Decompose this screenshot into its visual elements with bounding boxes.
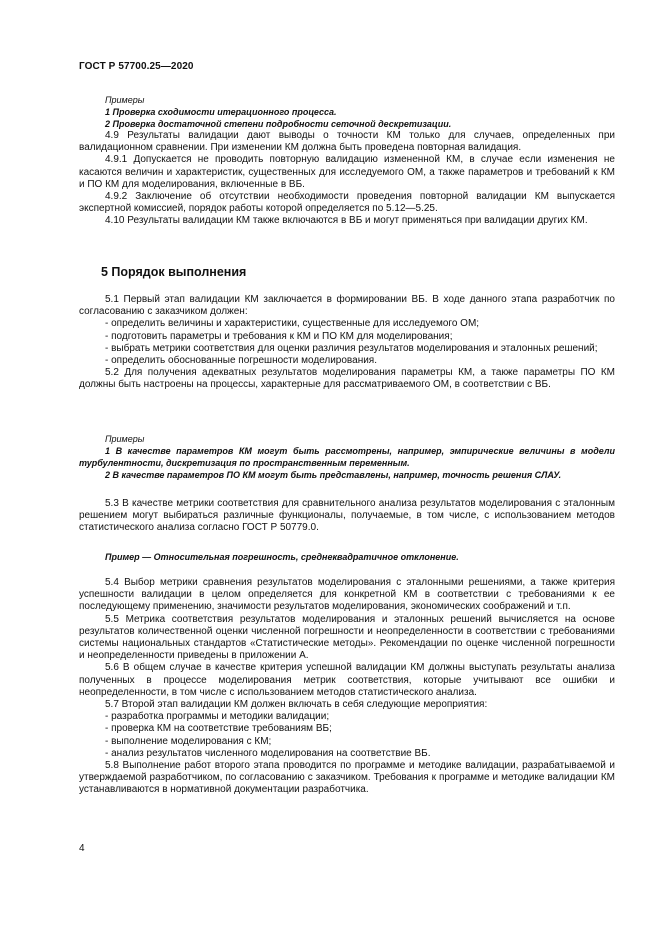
examples-title: Примеры	[105, 434, 145, 444]
example-item: 1 В качестве параметров КМ могут быть рассмотрены, например, эмпирические величины в модели турбулентности, дискретизация по пространственным переменным.	[79, 446, 615, 468]
paragraph-5-8: 5.8 Выполнение работ второго этапа проводится по программе и методике валидации, разрабатываемой и утверждаемой разработчиком, по согласованию с заказчиком. Требования к программе и методике валидации КМ устанавливаются в нормативной документации разработчика.	[79, 760, 615, 796]
list-item: - проверка КМ на соответствие требованиям ВБ;	[105, 723, 332, 735]
top-block	[79, 94, 615, 228]
paragraph-4-10: 4.10 Результаты валидации КМ также включаются в ВБ и могут применяться при валидации других КМ.	[105, 215, 588, 227]
list-item: - определить величины и характеристики, существенные для исследуемого ОМ;	[105, 318, 480, 330]
section5-block-a	[79, 294, 615, 392]
section-heading: 5 Порядок выполнения	[101, 265, 247, 279]
paragraph-5-6: 5.6 В общем случае в качестве критерия успешной валидации КМ должны выступать результаты анализа полученных в процессе моделирования метрик соответствия, которые учитывают все ошибки и неопределенности, в том числе с использованием методов статистического анализа.	[79, 662, 615, 698]
example-item: 1 Проверка сходимости итерационного процесса.	[105, 107, 337, 117]
paragraph-4-9-1: 4.9.1 Допускается не проводить повторную валидацию измененной КМ, в случае если изменения не касаются величин и характеристик, существенных для исследуемого ОМ, а также параметров и требований к КМ и ПО КМ для моделирования, включенные в ВБ.	[79, 154, 615, 190]
paragraph-5-4: 5.4 Выбор метрики сравнения результатов моделирования с эталонными решениями, а также критерия успешности валидации в целом определяется для конкретной КМ в соответствии с требованиями к ее последующему применению, значимости результатов моделирования, экономических соображений и т.п.	[79, 577, 615, 613]
example-item: Пример — Относительная погрешность, среднеквадратичное отклонение.	[105, 552, 459, 562]
example-item: 2 Проверка достаточной степени подробности сеточной дескретизации.	[105, 119, 452, 129]
paragraph-4-9: 4.9 Результаты валидации дают выводы о точности КМ только для случаев, определенных при валидационном сравнении. При изменении КМ должна быть проведена повторная валидация.	[79, 130, 615, 154]
list-item: - подготовить параметры и требования к КМ и ПО КМ для моделирования;	[105, 330, 453, 342]
list-item: - выполнение моделирования с КМ;	[105, 735, 272, 747]
example-item: 2 В качестве параметров ПО КМ могут быть представлены, например, точность решения СЛАУ.	[105, 470, 562, 480]
section5-block-c	[79, 577, 615, 797]
paragraph-5-7: 5.7 Второй этап валидации КМ должен включать в себя следующие мероприятия:	[105, 699, 488, 711]
paragraph-4-9-2: 4.9.2 Заключение об отсутствии необходимости проведения повторной валидации КМ выпускается экспертной комиссией, порядок работы которой определяется по 5.12—5.25.	[79, 191, 615, 215]
list-item: - анализ результатов численного моделирования на соответствие ВБ.	[105, 747, 431, 759]
paragraph-5-5: 5.5 Метрика соответствия результатов моделирования и эталонных решений вычисляется на основе результатов количественной оценки численной погрешности и неопределенности в соответствии с требованиями системы национальных стандартов «Статистические методы». Рекомендации по оценке численной погрешности и неопределенности приведены в приложении А.	[79, 613, 615, 662]
examples-title: Примеры	[105, 95, 145, 105]
paragraph-5-3: 5.3 В качестве метрики соответствия для сравнительного анализа результатов моделирования с эталонным решением могут выбираться различные функционалы, получаемые, в том числе, с использованием методов статистического анализа согласно ГОСТ Р 50779.0.	[79, 498, 615, 534]
paragraph-5-2: 5.2 Для получения адекватных результатов моделирования параметры КМ, а также параметры ПО КМ должны быть настроены на процессы, характерные для рассматриваемого ОМ, в соответствии с ВБ.	[79, 367, 615, 391]
example-5-3	[79, 551, 615, 563]
list-item: - определить обоснованные погрешности моделирования.	[105, 355, 377, 367]
page-number: 4	[79, 843, 85, 854]
document-header: ГОСТ Р 57700.25—2020	[79, 61, 194, 72]
section5-block-b	[79, 498, 615, 535]
list-item: - разработка программы и методики валидации;	[105, 711, 330, 723]
paragraph-5-1: 5.1 Первый этап валидации КМ заключается в формировании ВБ. В ходе данного этапа разработчик по согласованию с заказчиком должен:	[79, 294, 615, 318]
list-item: - выбрать метрики соответствия для оценки различия результатов моделирования и эталонных решений;	[105, 342, 598, 354]
examples-5-2	[79, 433, 615, 481]
